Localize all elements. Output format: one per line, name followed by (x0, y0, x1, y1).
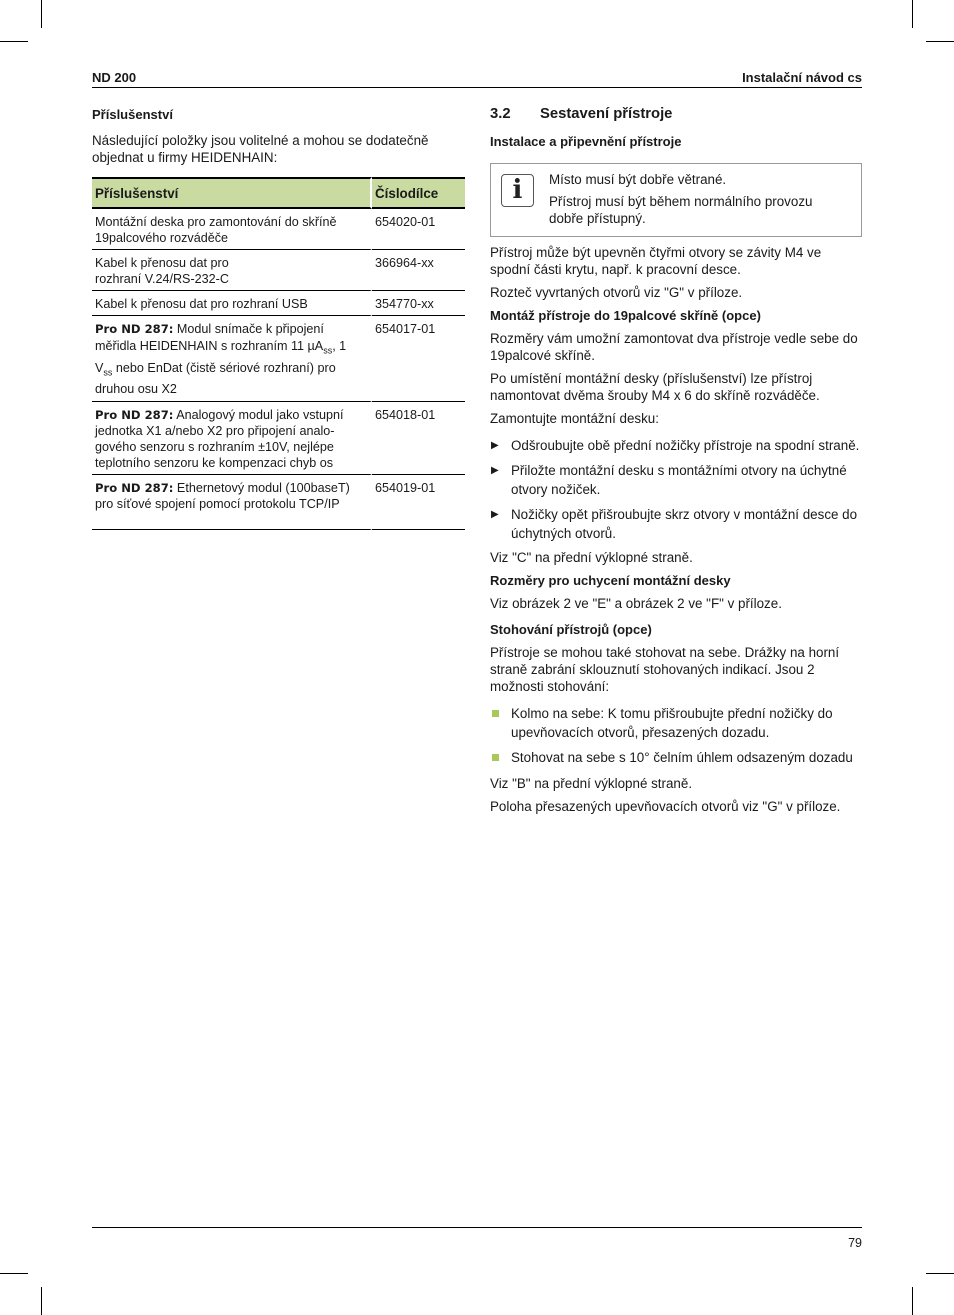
table-header-row (92, 177, 465, 209)
left-column (92, 106, 464, 530)
arrow-bullet-icon: ▶ (491, 509, 499, 520)
paragraph: Rozteč vyvrtaných otvorů viz "G" v příloze. (490, 285, 743, 300)
table-row (92, 250, 465, 291)
accessory-text: Analogový modul jako vstupní jednotka X1 a/nebo X2 pro připojení analo-gového senzoru s rozhraním ±10V, nejlépe teplotního senzoru ke kompenzaci chyb os (95, 408, 344, 471)
model-prefix: Pro ND 287: (95, 408, 174, 423)
list-item-text: Odšroubujte obě přední nožičky přístroje na spodní straně. (511, 438, 860, 453)
arrow-bullet-icon: ▶ (491, 465, 499, 476)
info-icon: i (501, 174, 534, 207)
arrow-bullet-icon: ▶ (491, 440, 499, 451)
section-title (490, 106, 862, 123)
accessory-description (92, 316, 372, 402)
subheading-installation: Instalace a připevnění přístroje (490, 134, 682, 149)
right-column (490, 106, 862, 821)
column-header-part-number: Číslodílce (372, 177, 465, 209)
crop-mark (0, 1273, 28, 1274)
page-number: 79 (848, 1236, 862, 1250)
crop-mark (41, 0, 42, 28)
subheading-dimensions: Rozměry pro uchycení montážní desky (490, 573, 731, 588)
part-number: 654018-01 (372, 402, 465, 475)
list-item-text: Přiložte montážní desku s montážními otvory na úchytné otvory nožiček. (511, 463, 847, 497)
list-item-text: Stohovat na sebe s 10° čelním úhlem odsazeným dozadu (511, 750, 853, 765)
list-item-text: Kolmo na sebe: K tomu přišroubujte přední nožičky do upevňovacích otvorů, přesazených dozadu. (511, 706, 833, 740)
table-row (92, 316, 465, 402)
accessory-description (92, 250, 372, 291)
part-number: 366964-xx (372, 250, 465, 291)
accessory-description: Montážní deska pro zamontování do skříně 19palcového rozváděče (92, 209, 372, 250)
part-number: 654019-01 (372, 475, 465, 530)
section-number: 3.2 (490, 106, 511, 122)
crop-mark (912, 0, 913, 28)
list-item (490, 748, 862, 767)
crop-mark (0, 41, 28, 42)
accessory-text: nebo EnDat (čistě sériové rozhraní) pro druhou osu X2 (95, 360, 336, 397)
list-item (490, 704, 862, 742)
paragraph: Poloha přesazených upevňovacích otvorů viz "G" v příloze. (490, 799, 841, 814)
paragraph: Rozměry vám umožní zamontovat dva přístroje vedle sebe do 19palcové skříně. (490, 331, 858, 363)
list-item (490, 505, 862, 543)
crop-mark (926, 41, 954, 42)
paragraph: Přístroje se mohou také stohovat na sebe. Drážky na horní straně zabrání sklouznutí stohovaných indikací. Jsou 2 možnosti stohování: (490, 645, 840, 694)
part-number: 354770-xx (372, 291, 465, 316)
accessory-text: , 1 V (95, 339, 347, 375)
crop-mark (926, 1273, 954, 1274)
crop-mark (41, 1287, 42, 1315)
accessory-text: Modul snímače k připojení měřidla HEIDENHAIN s rozhraním 11 µA (95, 322, 324, 353)
accessory-description: Kabel k přenosu dat pro rozhraní USB (92, 291, 372, 316)
paragraph: Po umístění montážní desky (příslušenství) lze přístroj namontovat dvěma šrouby M4 x 6 do skříně rozváděče. (490, 371, 820, 403)
list-item (490, 461, 862, 499)
page-header (92, 69, 862, 88)
crop-mark (912, 1287, 913, 1315)
header-doc-title: Instalační návod cs (742, 70, 862, 85)
subheading-19inch: Montáž přístroje do 19palcové skříně (opce) (490, 308, 761, 323)
accessory-description (92, 402, 372, 475)
footer-rule (92, 1227, 862, 1228)
square-bullet-icon (492, 754, 499, 761)
header-product: ND 200 (92, 70, 137, 85)
section-title-text: Sestavení přístroje (540, 106, 673, 122)
accessories-table (92, 177, 465, 530)
table-row (92, 475, 465, 530)
subheading-stacking: Stohování přístrojů (opce) (490, 622, 652, 637)
table-row (92, 402, 465, 475)
list-item (490, 436, 862, 455)
step-list (490, 436, 862, 543)
list-item-text: Nožičky opět přišroubujte skrz otvory v montážní desce do úchytných otvorů. (511, 507, 858, 541)
model-prefix: Pro ND 287: (95, 322, 174, 336)
accessories-intro: Následující položky jsou volitelné a mohou se dodatečně objednat u firmy HEIDENHAIN: (92, 133, 429, 165)
paragraph: Viz obrázek 2 ve "E" a obrázek 2 ve "F" v příloze. (490, 596, 782, 611)
part-number: 654017-01 (372, 316, 465, 402)
accessory-text: Kabel k přenosu dat pro rozhraní V.24/RS-232-C (95, 256, 229, 286)
square-bullet-icon (492, 710, 499, 717)
info-note (490, 163, 862, 237)
paragraph: Viz "B" na přední výklopné straně. (490, 776, 693, 791)
note-line: Místo musí být dobře větrané. (549, 172, 727, 187)
table-row (92, 209, 465, 250)
paragraph: Viz "C" na přední výklopné straně. (490, 550, 693, 565)
model-prefix: Pro ND 287: (95, 481, 174, 496)
column-header-accessory: Příslušenství (92, 177, 372, 209)
accessory-text: Ethernetový modul (100baseT) pro síťové spojení pomocí protokolu TCP/IP (95, 481, 350, 512)
option-list (490, 704, 862, 767)
subscript: ss (323, 345, 333, 356)
table-row (92, 291, 465, 316)
part-number: 654020-01 (372, 209, 465, 250)
accessory-description (92, 475, 372, 530)
paragraph: Zamontujte montážní desku: (490, 411, 659, 426)
note-line: Přístroj musí být během normálního provozu dobře přístupný. (549, 194, 813, 226)
paragraph: Přístroj může být upevněn čtyřmi otvory se závity M4 ve spodní části krytu, např. k pracovní desce. (490, 245, 822, 277)
subscript: ss (103, 367, 113, 378)
accessories-heading: Příslušenství (92, 107, 173, 122)
